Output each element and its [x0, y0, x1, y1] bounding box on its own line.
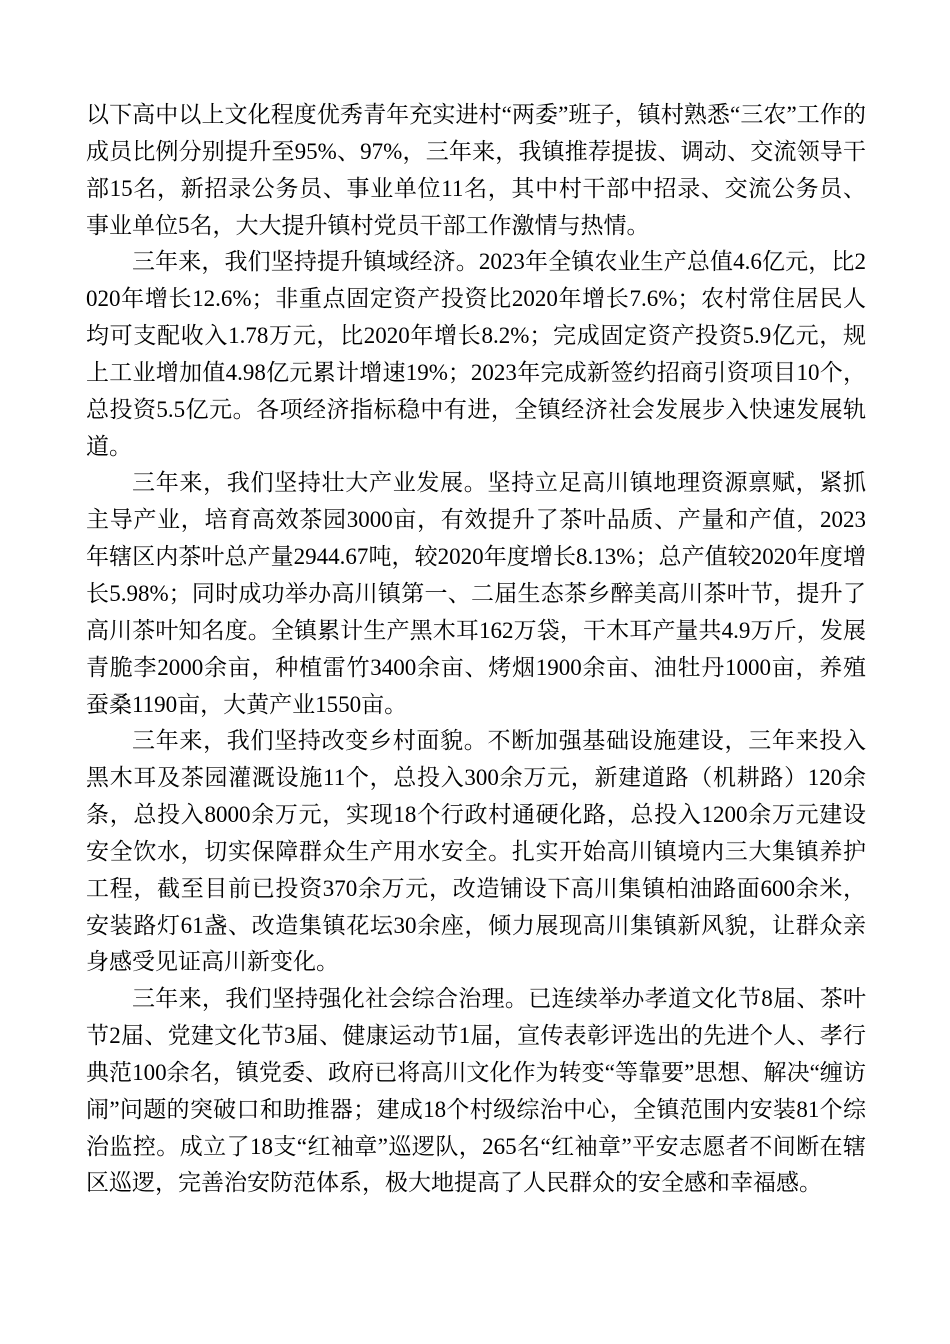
paragraph-social-governance: 三年来，我们坚持强化社会综合治理。已连续举办孝道文化节8届、茶叶节2届、党建文化节3届、健康运动节1届，宣传表彰评选出的先进个人、孝行典范100余名，镇党委、政府已将高川文化作为转变“等靠要”思想、解决“缠访闹”问题的突破口和助推器；建成18个村级综治中心，全镇范围内安装81个综治监控。成立了18支“红袖章”巡逻队，265名“红袖章”平安志愿者不间断在辖区巡逻，完善治安防范体系，极大地提高了人民群众的安全感和幸福感。 — [86, 986, 866, 1196]
paragraph-cadre-team-building: 以下高中以上文化程度优秀青年充实进村“两委”班子，镇村熟悉“三农”工作的成员比例分别提升至95%、97%，三年来，我镇推荐提拔、调动、交流领导干部15名，新招录公务员、事业单位11名，其中村干部中招录、交流公务员、事业单位5名，大大提升镇村党员干部工作激情与热情。 — [86, 102, 866, 238]
paragraph-industry-development: 三年来，我们坚持壮大产业发展。坚持立足高川镇地理资源禀赋，紧抓主导产业，培育高效茶园3000亩，有效提升了茶叶品质、产量和产值，2023年辖区内茶叶总产量2944.67吨，较2020年度增长8.13%；总产值较2020年度增长5.98%；同时成功举办高川镇第一、二届生态茶乡醉美高川茶叶节，提升了高川茶叶知名度。全镇累计生产黑木耳162万袋，干木耳产量共4.9万斤，发展青脆李2000余亩，种植雷竹3400余亩、烤烟1900余亩、油牡丹1000亩，养殖蚕桑1190亩，大黄产业1550亩。 — [86, 470, 866, 717]
document-body — [86, 97, 866, 1202]
paragraph-rural-appearance: 三年来，我们坚持改变乡村面貌。不断加强基础设施建设，三年来投入黑木耳及茶园灌溉设施11个，总投入300余万元，新建道路（机耕路）120余条，总投入8000余万元，实现18个行政村通硬化路，总投入1200余万元建设安全饮水，切实保障群众生产用水安全。扎实开始高川镇境内三大集镇养护工程，截至目前已投资370余万元，改造铺设下高川集镇柏油路面600余米，安装路灯61盏、改造集镇花坛30余座，倾力展现高川集镇新风貌，让群众亲身感受见证高川新变化。 — [86, 728, 866, 975]
paragraph-town-economy: 三年来，我们坚持提升镇域经济。2023年全镇农业生产总值4.6亿元，比2020年增长12.6%；非重点固定资产投资比2020年增长7.6%；农村常住居民人均可支配收入1.78万元，比2020年增长8.2%；完成固定资产投资5.9亿元，规上工业增加值4.98亿元累计增速19%；2023年完成新签约招商引资项目10个，总投资5.5亿元。各项经济指标稳中有进，全镇经济社会发展步入快速发展轨道。 — [86, 249, 866, 459]
